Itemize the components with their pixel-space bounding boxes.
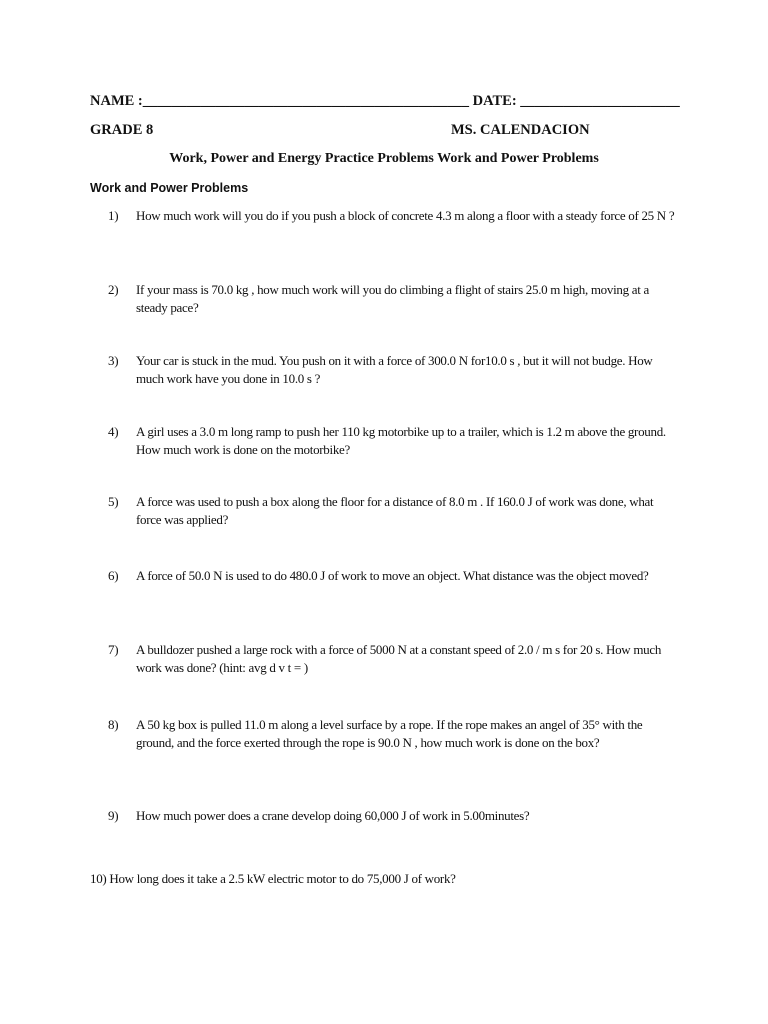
question-text: Your car is stuck in the mud. You push on it with a force of 300.0 N for10.0 s , but it will not budge. How much work have you done in 10.0 s ? bbox=[136, 353, 653, 386]
question-number: 5) bbox=[108, 494, 119, 509]
question-text: A force of 50.0 N is used to do 480.0 J of work to move an object. What distance was the object moved? bbox=[136, 568, 649, 583]
question-7 bbox=[108, 641, 680, 676]
section-heading: Work and Power Problems bbox=[90, 181, 249, 195]
question-2 bbox=[108, 281, 680, 316]
question-10: 10) How long does it take a 2.5 kW electric motor to do 75,000 J of work? bbox=[90, 871, 456, 886]
question-number: 9) bbox=[108, 808, 119, 823]
question-3 bbox=[108, 352, 680, 387]
question-6 bbox=[108, 567, 680, 585]
question-text: A girl uses a 3.0 m long ramp to push her 110 kg motorbike up to a trailer, which is 1.2 m above the ground. How much work is done on the motorbike? bbox=[136, 424, 666, 457]
teacher-label: MS. CALENDACION bbox=[451, 122, 590, 138]
question-number: 3) bbox=[108, 353, 119, 368]
question-number: 8) bbox=[108, 717, 119, 732]
grade-label: GRADE 8 bbox=[90, 122, 154, 138]
question-number: 4) bbox=[108, 424, 119, 439]
question-text: If your mass is 70.0 kg , how much work will you do climbing a flight of stairs 25.0 m high, moving at a steady pace? bbox=[136, 282, 649, 315]
name-date-row: NAME :_____________________________________________ DATE: ______________________ bbox=[90, 93, 680, 109]
question-text: A force was used to push a box along the floor for a distance of 8.0 m . If 160.0 J of work was done, what force was applied? bbox=[136, 494, 654, 527]
question-text: A 50 kg box is pulled 11.0 m along a level surface by a rope. If the rope makes an angel of 35° with the ground, and the force exerted through the rope is 90.0 N , how much work is done on the box? bbox=[136, 717, 643, 750]
question-4 bbox=[108, 423, 680, 458]
question-number: 2) bbox=[108, 282, 119, 297]
question-text: How much work will you do if you push a block of concrete 4.3 m along a floor with a steady force of 25 N ? bbox=[136, 208, 675, 223]
worksheet-title: Work, Power and Energy Practice Problems Work and Power Problems bbox=[169, 151, 599, 166]
question-8 bbox=[108, 716, 680, 751]
question-1 bbox=[108, 207, 680, 225]
question-number: 7) bbox=[108, 642, 119, 657]
question-text: How much power does a crane develop doing 60,000 J of work in 5.00minutes? bbox=[136, 808, 530, 823]
question-number: 6) bbox=[108, 568, 119, 583]
question-number: 1) bbox=[108, 208, 119, 223]
question-5 bbox=[108, 493, 680, 528]
question-text: A bulldozer pushed a large rock with a force of 5000 N at a constant speed of 2.0 / m s for 20 s. How much work was done? (hint: avg d v t = ) bbox=[136, 642, 662, 675]
question-9 bbox=[108, 807, 680, 825]
